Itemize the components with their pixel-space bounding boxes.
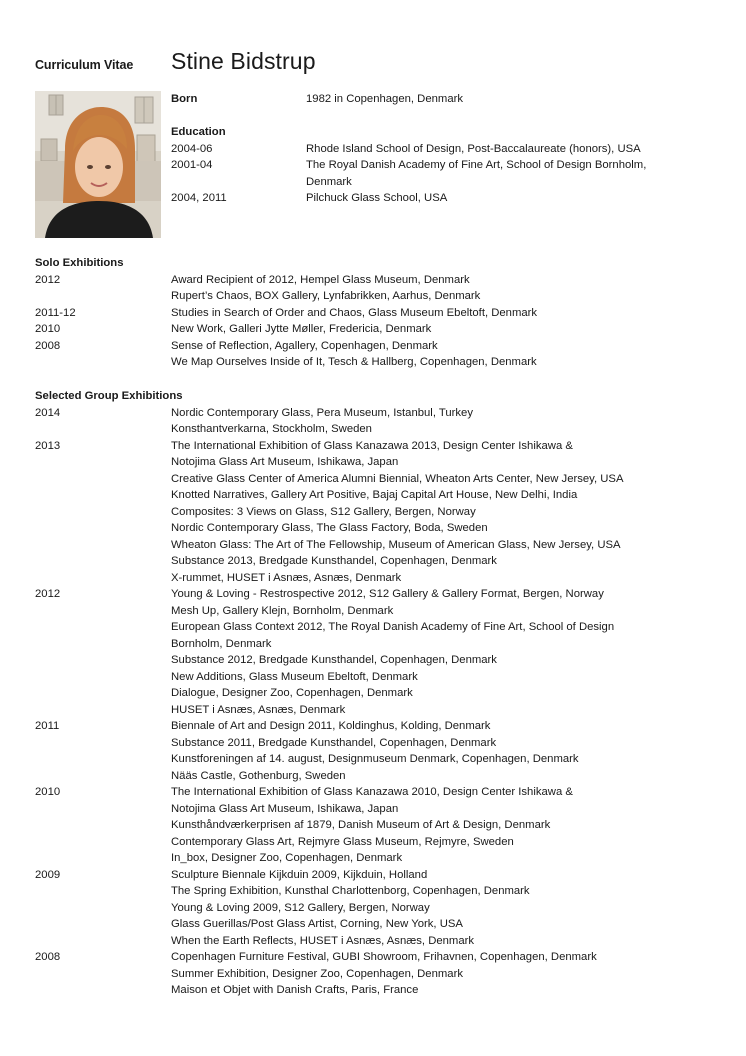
list-item [35,338,695,355]
entry-year: 2012 [35,588,61,600]
list-item [35,405,695,422]
entry-year: 2009 [35,868,61,881]
solo-exhibitions-list [35,272,695,371]
entry-text: When the Earth Reflects, HUSET i Asnæs, Asnæs, Denmark [171,934,475,947]
list-item [35,288,695,305]
entry-year [35,471,171,488]
entry-year [35,603,171,620]
personal-info [171,91,711,207]
entry-text: New Additions, Glass Museum Ebeltoft, Denmark [171,670,418,683]
list-item [35,586,695,603]
entry-year [35,520,171,537]
entry-text: Contemporary Glass Art, Rejmyre Glass Museum, Rejmyre, Sweden [171,835,514,848]
entry-text: Rupert’s Chaos, BOX Gallery, Lynfabrikken, Aarhus, Denmark [171,290,481,302]
list-item [35,784,695,817]
entry-text: Sculpture Biennale Kijkduin 2009, Kijkduin, Holland [171,868,428,881]
entry-text: Studies in Search of Order and Chaos, Glass Museum Ebeltoft, Denmark [171,306,538,319]
entry-year [35,537,171,554]
entry-year: 2014 [35,406,61,419]
education-list [171,141,711,207]
education-title: Education [171,126,226,138]
list-item [35,471,695,488]
list-item [35,850,695,867]
entry-text: We Map Ourselves Inside of It, Tesch & Hallberg, Copenhagen, Denmark [171,356,537,368]
entry-text: Creative Glass Center of America Alumni Biennial, Wheaton Arts Center, New Jersey, USA [171,472,624,485]
list-item [35,735,695,752]
entry-year [35,619,171,652]
entry-year [35,570,171,587]
list-item [35,520,695,537]
entry-text: Copenhagen Furniture Festival, GUBI Showroom, Frihavnen, Copenhagen, Denmark [171,951,597,963]
list-item [35,834,695,851]
group-exhibitions-list [35,405,695,999]
entry-text: The Royal Danish Academy of Fine Art, School of Design Bornholm, Denmark [306,159,647,188]
entry-year [35,751,171,768]
list-item [35,702,695,719]
solo-exhibitions [35,255,695,371]
born-label: Born [171,93,198,105]
list-item [35,553,695,570]
entry-text: Kunstforeningen af 14. august, Designmuseum Denmark, Copenhagen, Denmark [171,753,579,765]
entry-text: Nordic Contemporary Glass, The Glass Factory, Boda, Sweden [171,522,488,534]
entry-text: Nordic Contemporary Glass, Pera Museum, Istanbul, Turkey [171,406,473,419]
entry-year [35,288,171,305]
list-item [171,190,711,207]
entry-text: Biennale of Art and Design 2011, Koldinghus, Kolding, Denmark [171,720,491,732]
entry-text: New Work, Galleri Jytte Møller, Fredericia, Denmark [171,323,432,335]
entry-year [35,933,171,950]
entry-text: Nääs Castle, Gothenburg, Sweden [171,769,346,782]
entry-text: Rhode Island School of Design, Post-Baccalaureate (honors), USA [306,142,641,155]
entry-year: 2010 [35,786,61,798]
entry-text: HUSET i Asnæs, Asnæs, Denmark [171,703,346,716]
born-row [171,91,711,108]
list-item [35,619,695,652]
entry-year [35,354,171,371]
entry-year: 2012 [35,273,61,286]
group-exhibitions-title: Selected Group Exhibitions [35,390,183,402]
entry-year: 2004-06 [171,142,213,155]
person-name: Stine Bidstrup [171,48,316,74]
entry-text: The International Exhibition of Glass Kanazawa 2013, Design Center Ishikawa & Notojima Glass Art Museum, Ishikawa, Japan [171,439,573,468]
entry-text: Sense of Reflection, Agallery, Copenhagen, Denmark [171,339,438,352]
entry-year: 2013 [35,439,61,452]
portrait-photo [35,91,161,238]
list-item [35,768,695,785]
entry-text: Young & Loving - Restrospective 2012, S12 Gallery & Gallery Format, Bergen, Norway [171,588,604,600]
list-item [35,669,695,686]
entry-year [35,834,171,851]
entry-year: 2008 [35,339,61,352]
born-value: 1982 in Copenhagen, Denmark [306,93,464,105]
list-item [35,966,695,983]
entry-year [35,421,171,438]
entry-text: Kunsthåndværkerprisen af 1879, Danish Museum of Art & Design, Denmark [171,819,551,831]
list-item [35,354,695,371]
list-item [35,718,695,735]
entry-year [35,916,171,933]
entry-year: 2008 [35,951,61,963]
list-item [35,272,695,289]
entry-year [35,487,171,504]
entry-text: European Glass Context 2012, The Royal Danish Academy of Fine Art, School of Design Bornholm, Denmark [171,621,615,650]
entry-year [35,883,171,900]
list-item [171,157,711,190]
entry-text: Knotted Narratives, Gallery Art Positive, Bajaj Capital Art House, New Delhi, India [171,489,578,501]
entry-year [35,504,171,521]
entry-year: 2010 [35,323,61,335]
entry-year [35,553,171,570]
entry-text: Dialogue, Designer Zoo, Copenhagen, Denmark [171,687,413,699]
entry-text: Konsthantverkarna, Stockholm, Sweden [171,423,372,435]
entry-text: The Spring Exhibition, Kunsthal Charlottenborg, Copenhagen, Denmark [171,885,530,897]
entry-text: X-rummet, HUSET i Asnæs, Asnæs, Denmark [171,571,402,584]
list-item [35,305,695,322]
entry-text: Substance 2011, Bredgade Kunsthandel, Copenhagen, Denmark [171,736,497,749]
entry-text: Glass Guerillas/Post Glass Artist, Corning, New York, USA [171,918,463,930]
entry-text: The International Exhibition of Glass Kanazawa 2010, Design Center Ishikawa & Notojima Glass Art Museum, Ishikawa, Japan [171,786,573,815]
list-item [35,817,695,834]
entry-year: 2001-04 [171,159,213,171]
entry-text: Wheaton Glass: The Art of The Fellowship, Museum of American Glass, New Jersey, USA [171,538,621,551]
entry-year: 2004, 2011 [171,192,227,204]
list-item [35,421,695,438]
list-item [35,438,695,471]
list-item [35,883,695,900]
entry-text: Substance 2012, Bredgade Kunsthandel, Copenhagen, Denmark [171,654,497,666]
list-item [35,982,695,999]
list-item [35,751,695,768]
list-item [171,141,711,158]
entry-year [35,652,171,669]
entry-text: Summer Exhibition, Designer Zoo, Copenhagen, Denmark [171,967,463,980]
entry-year [35,768,171,785]
entry-text: Maison et Objet with Danish Crafts, Paris, France [171,984,419,996]
entry-text: Young & Loving 2009, S12 Gallery, Bergen, Norway [171,901,430,914]
entry-year [35,982,171,999]
list-item [35,603,695,620]
entry-text: Substance 2013, Bredgade Kunsthandel, Copenhagen, Denmark [171,555,497,567]
entry-year [35,817,171,834]
list-item [35,949,695,966]
entry-year [35,685,171,702]
entry-text: Mesh Up, Gallery Klejn, Bornholm, Denmark [171,604,394,617]
group-exhibitions [35,388,695,999]
entry-year [35,735,171,752]
list-item [35,487,695,504]
list-item [35,900,695,917]
list-item [35,933,695,950]
list-item [35,916,695,933]
entry-year: 2011-12 [35,306,76,319]
entry-year [35,850,171,867]
list-item [35,685,695,702]
list-item [35,321,695,338]
list-item [35,537,695,554]
list-item [35,570,695,587]
entry-text: Composites: 3 Views on Glass, S12 Gallery, Bergen, Norway [171,505,476,518]
cv-label: Curriculum Vitae [35,58,134,72]
entry-year: 2011 [35,720,60,732]
solo-exhibitions-title: Solo Exhibitions [35,257,124,269]
entry-text: In_box, Designer Zoo, Copenhagen, Denmark [171,852,403,864]
list-item [35,504,695,521]
list-item [35,652,695,669]
entry-year [35,900,171,917]
entry-year [35,966,171,983]
entry-year [35,669,171,686]
entry-year [35,702,171,719]
entry-text: Pilchuck Glass School, USA [306,192,448,204]
list-item [35,867,695,884]
entry-text: Award Recipient of 2012, Hempel Glass Museum, Denmark [171,273,470,286]
